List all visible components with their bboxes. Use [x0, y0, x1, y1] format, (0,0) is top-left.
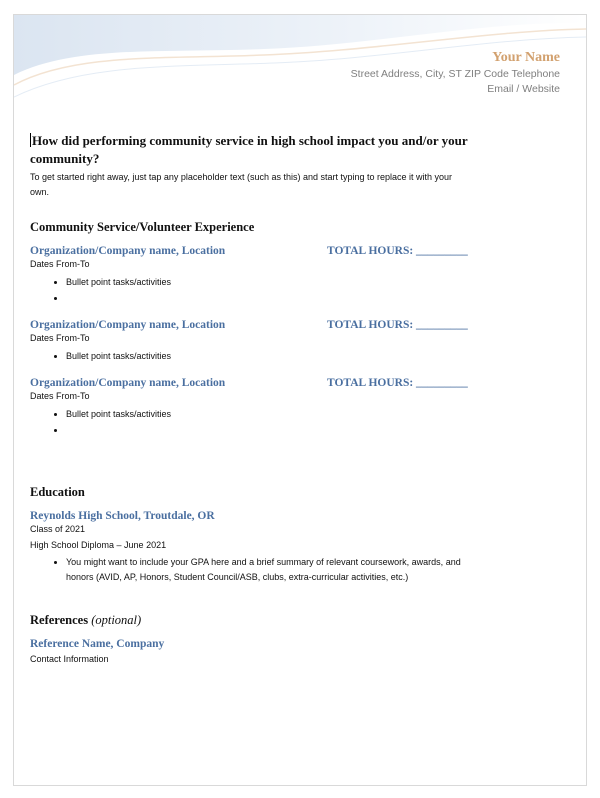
your-name[interactable]: Your Name	[492, 50, 560, 65]
entry-heading[interactable]	[30, 377, 540, 389]
email-website-line[interactable]: Email / Website	[487, 83, 560, 95]
contact-header	[351, 49, 560, 97]
entry-heading[interactable]	[30, 319, 540, 331]
dates[interactable]: Dates From-To	[30, 391, 90, 401]
question-heading[interactable]	[30, 132, 540, 150]
bullet-line-1: • You might want to include your GPA here and a brief summary of relevant coursework, awards, and	[66, 557, 461, 567]
contact-information[interactable]: Contact Information	[30, 654, 109, 664]
bullet-item[interactable]	[66, 555, 540, 585]
service-entry	[30, 319, 540, 364]
text-cursor	[30, 133, 31, 147]
organization-name: Organization/Company name, Location	[30, 377, 226, 389]
task-bullet-list	[30, 274, 540, 306]
school-name[interactable]: Reynolds High School, Troutdale, OR	[30, 510, 215, 522]
question-heading-line-2[interactable]: community?	[30, 151, 100, 166]
instruction-line-2: own.	[30, 187, 50, 197]
task-bullet-list	[30, 348, 540, 364]
entry-heading[interactable]	[30, 245, 540, 257]
bullet-line-2: honors (AVID, AP, Honors, Student Council/ASB, clubs, extra-curricular activities, etc.)	[66, 572, 409, 582]
bullet-item[interactable]: • Bullet point tasks/activities	[66, 274, 540, 290]
total-hours: TOTAL HOURS: _________	[327, 377, 468, 389]
community-service-title[interactable]: Community Service/Volunteer Experience	[30, 220, 255, 234]
bullet-item-empty[interactable]	[66, 422, 540, 438]
instruction-line-1: To get started right away, just tap any placeholder text (such as this) and start typing to replace it with your	[30, 172, 453, 182]
bullet-item[interactable]: • Bullet point tasks/activities	[66, 348, 540, 364]
education-entry	[30, 510, 540, 585]
organization-name: Organization/Company name, Location	[30, 319, 226, 331]
dates[interactable]: Dates From-To	[30, 259, 90, 269]
references-label: References	[30, 613, 89, 627]
address-line[interactable]: Street Address, City, ST ZIP Code Telephone	[350, 68, 560, 80]
task-bullet-list	[30, 406, 540, 438]
optional-label: (optional)	[91, 613, 142, 627]
service-entry	[30, 377, 540, 438]
bullet-item-empty[interactable]	[66, 290, 540, 306]
reference-name[interactable]: Reference Name, Company	[30, 638, 165, 650]
total-hours: TOTAL HOURS: _________	[327, 319, 468, 331]
education-title[interactable]: Education	[30, 485, 85, 499]
total-hours: TOTAL HOURS: _________	[327, 245, 468, 257]
placeholder-instruction[interactable]	[30, 170, 540, 200]
dates[interactable]: Dates From-To	[30, 333, 90, 343]
references-title[interactable]	[30, 613, 540, 628]
organization-name: Organization/Company name, Location	[30, 245, 226, 257]
question-line-1: How did performing community service in high school impact you and/or your	[32, 133, 468, 148]
education-bullet-list	[30, 555, 540, 585]
class-year[interactable]: Class of 2021	[30, 524, 86, 534]
service-entry	[30, 245, 540, 306]
bullet-item[interactable]: • Bullet point tasks/activities	[66, 406, 540, 422]
question-block	[30, 132, 540, 200]
reference-entry	[30, 638, 540, 667]
diploma[interactable]: High School Diploma – June 2021	[30, 540, 167, 550]
